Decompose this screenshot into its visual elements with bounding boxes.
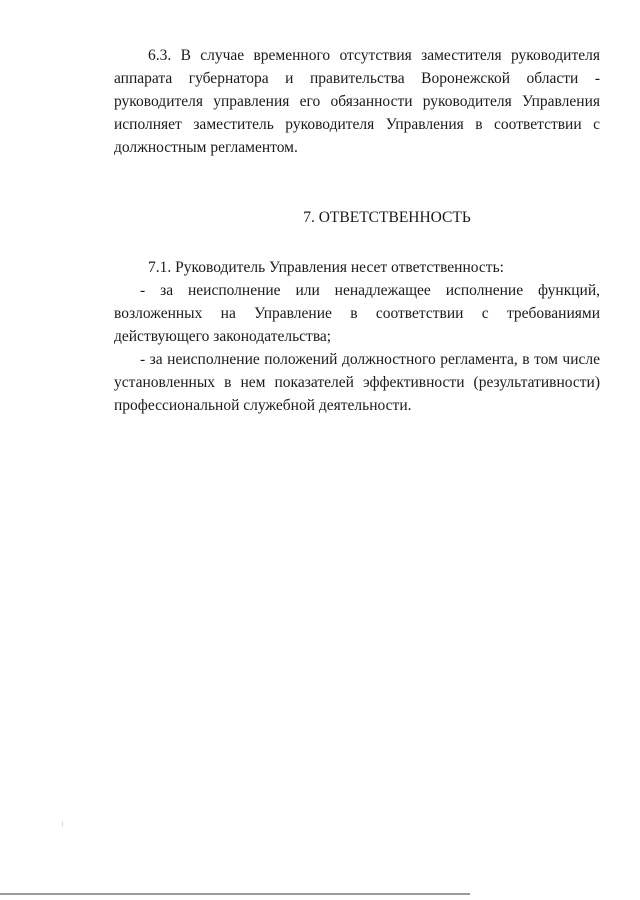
- section-7-heading: 7. ОТВЕТСТВЕННОСТЬ: [303, 209, 471, 226]
- paragraph-7-1: 7.1. Руководитель Управления несет ответственность:: [148, 259, 504, 276]
- section-6-block: [114, 44, 600, 159]
- paragraph-6-3: 6.3. В случае временного отсутствия заместителя руководителя аппарата губернатора и правительства Воронежской области - руководителя управления его обязанности руководителя Управления исполняет заместитель руководителя Управления в соответствии с должностным регламентом.: [114, 47, 600, 156]
- list-item-2: - за неисполнение положений должностного регламента, в том числе установленных в нем показателей эффективности (результативности) профессиональной служебной деятельности.: [114, 351, 600, 414]
- page-bottom-edge: [0, 893, 470, 895]
- scan-artifact: [62, 822, 63, 826]
- section-7-block: [114, 256, 600, 417]
- list-item-1: - за неисполнение или ненадлежащее исполнение функций, возложенных на Управление в соответствии с требованиями действующего законодательства;: [114, 282, 600, 345]
